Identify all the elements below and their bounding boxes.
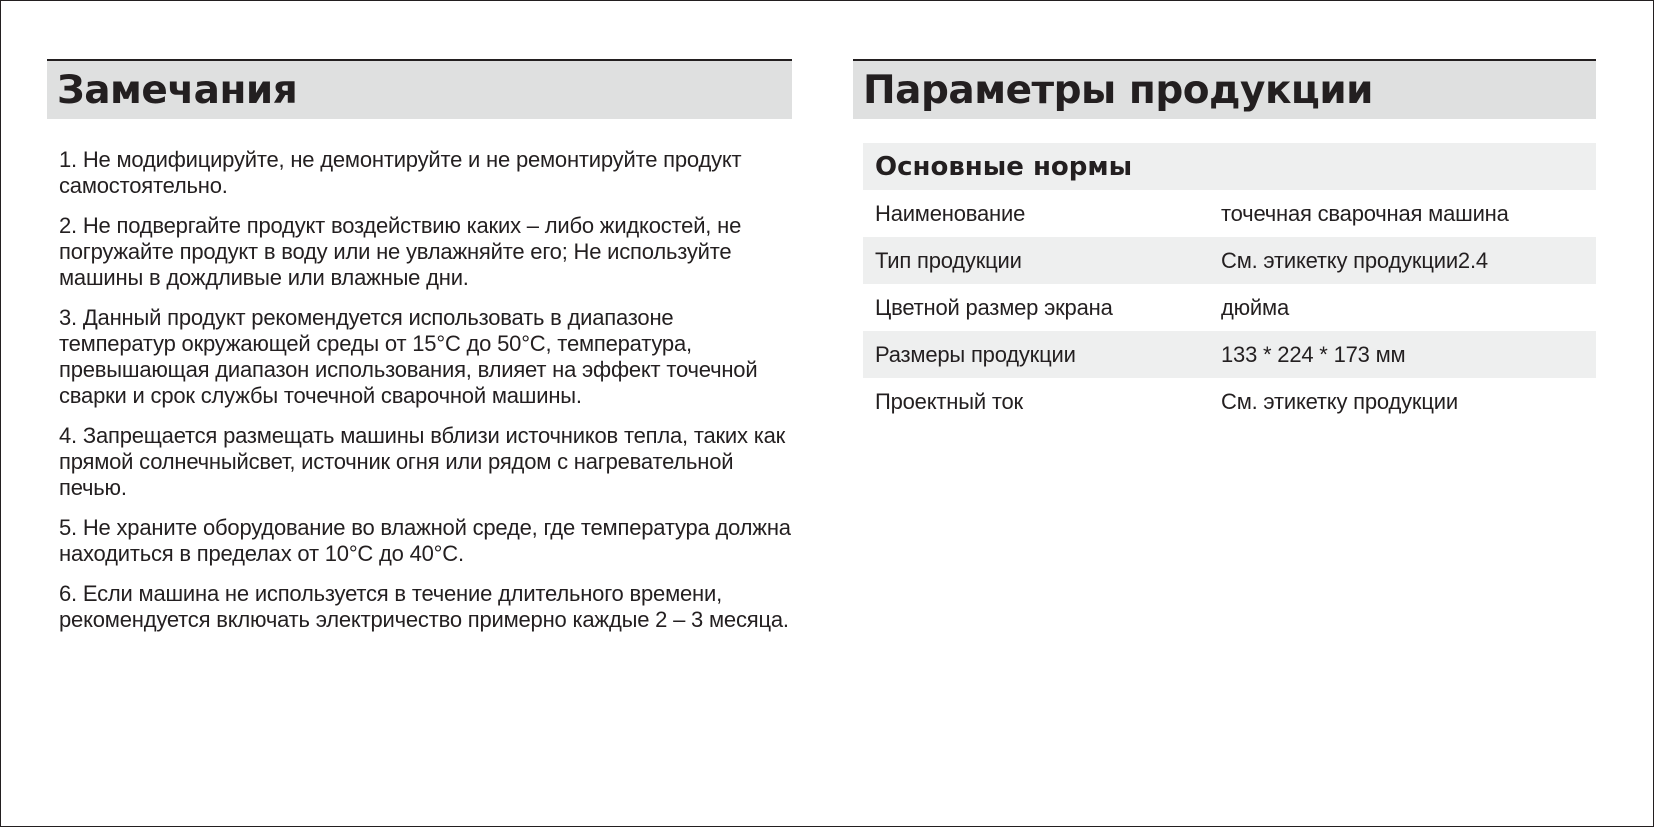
remark-item: 4. Запрещается размещать машины вблизи источников тепла, таких как прямой солнечныйсвет, источник огня или рядом с нагревательной печью. <box>59 423 786 500</box>
spec-value: точечная сварочная машина <box>1221 200 1509 226</box>
spec-label: Цветной размер экрана <box>875 294 1113 320</box>
spec-group-title: Основные нормы <box>863 143 1596 190</box>
spec-value: дюйма <box>1221 294 1289 320</box>
remarks-title: Замечания <box>57 67 298 113</box>
remark-item: 6. Если машина не используется в течение длительного времени, рекомендуется включать электричество примерно каждые 2 – 3 месяца. <box>59 581 789 632</box>
spec-label: Размеры продукции <box>863 331 1209 378</box>
spec-row-current <box>863 378 1596 425</box>
spec-value: См. этикетку продукции2.4 <box>1209 237 1596 284</box>
remarks-header <box>47 59 792 119</box>
spec-table <box>863 143 1596 425</box>
parameters-header <box>853 59 1596 119</box>
remarks-column <box>47 59 792 647</box>
spec-row-screen <box>863 284 1596 331</box>
spec-row-dimensions <box>863 331 1596 378</box>
spec-label: Тип продукции <box>863 237 1209 284</box>
parameters-title: Параметры продукции <box>863 67 1373 113</box>
spec-value: 133 * 224 * 173 мм <box>1209 331 1596 378</box>
remark-item: 3. Данный продукт рекомендуется использовать в диапазоне температур окружающей среды от 15°C до 50°C, температура, превышающая диапазон использования, влияет на эффект точечной сварки и срок службы точечной сварочной машины. <box>59 305 758 408</box>
spec-value: См. этикетку продукции <box>1221 388 1458 414</box>
remarks-list <box>47 119 792 633</box>
remark-item: 1. Не модифицируйте, не демонтируйте и не ремонтируйте продукт самостоятельно. <box>59 147 742 198</box>
spec-label: Наименование <box>875 200 1026 226</box>
remark-item: 5. Не храните оборудование во влажной среде, где температура должна находиться в пределах от 10°C до 40°C. <box>59 515 791 566</box>
spec-label: Проектный ток <box>875 388 1023 414</box>
spec-row-name <box>863 190 1596 237</box>
spec-group-row <box>863 143 1596 190</box>
parameters-column <box>853 59 1596 425</box>
spec-row-type <box>863 237 1596 284</box>
remark-item: 2. Не подвергайте продукт воздействию каких – либо жидкостей, не погружайте продукт в воду или не увлажняйте его; Не используйте машины в дождливые или влажные дни. <box>59 213 742 290</box>
